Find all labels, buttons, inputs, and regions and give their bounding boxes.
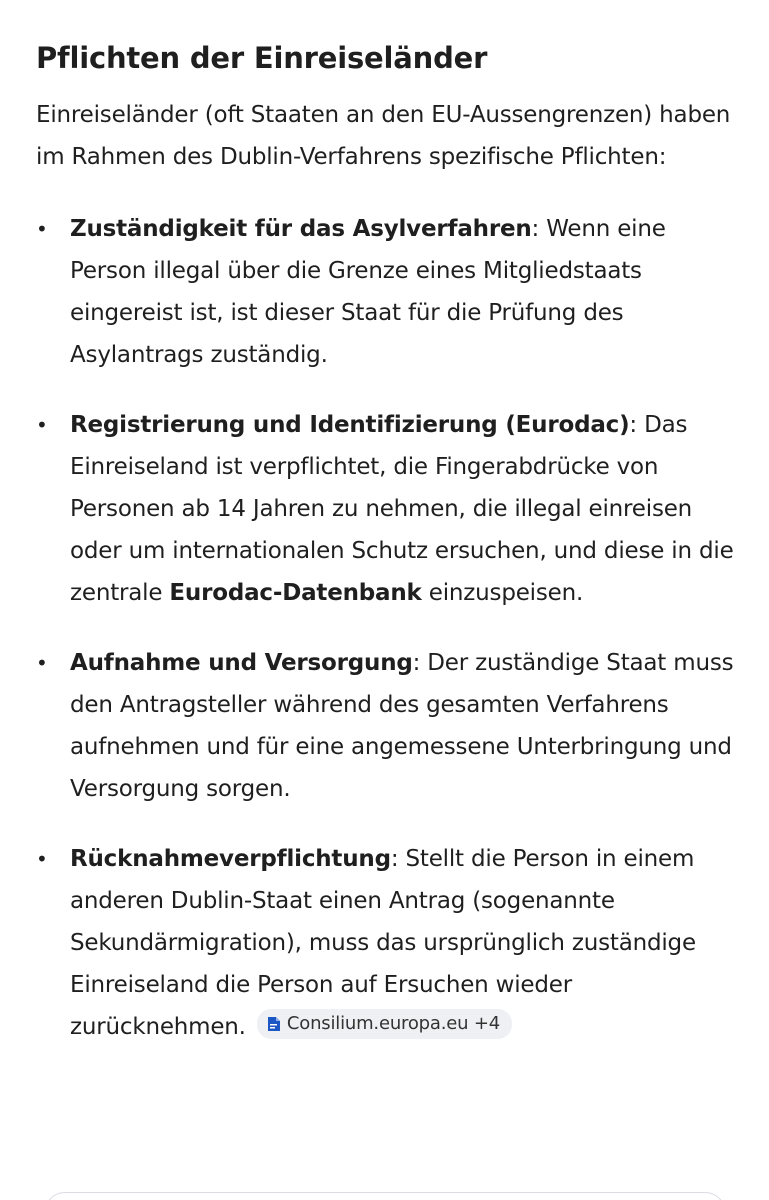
bullet: • (36, 217, 48, 241)
list-item (36, 208, 736, 376)
section-heading: Pflichten der Einreiseländer (36, 41, 488, 75)
item-term: Rücknahmeverpflichtung (70, 846, 391, 872)
source-label: Consilium.europa.eu +4 (286, 1013, 500, 1034)
list-item (36, 404, 736, 614)
item-text-end: einzuspeisen. (421, 580, 584, 606)
bullet: • (36, 651, 48, 675)
bullet: • (36, 413, 48, 437)
list-item (36, 838, 736, 1048)
item-term: Zuständigkeit für das Asylverfahren (70, 216, 532, 242)
input-bar[interactable] (44, 1192, 726, 1200)
item-text: : Wenn eine Person illegal über die Grenze eines Mitgliedstaats eingereist ist, ist dieser Staat für die Prüfung des Asylantrags zuständig. (70, 216, 666, 368)
source-chip[interactable] (257, 1009, 512, 1039)
answer-content (36, 36, 736, 1076)
bullet: • (36, 847, 48, 871)
item-term-inline: Eurodac-Datenbank (169, 580, 422, 606)
intro-paragraph: Einreiseländer (oft Staaten an den EU-Aussengrenzen) haben im Rahmen des Dublin-Verfahrens spezifische Pflichten: (36, 102, 731, 170)
item-term: Aufnahme und Versorgung (70, 650, 413, 676)
item-text: : Der zuständige Staat muss den Antragsteller während des gesamten Verfahrens aufnehmen und für eine angemessene Unterbringung und Versorgung sorgen. (70, 650, 734, 802)
item-term: Registrierung und Identifizierung (Eurodac) (70, 412, 630, 438)
list-item (36, 642, 736, 810)
item-text: : Stellt die Person in einem anderen Dublin-Staat einen Antrag (sogenannte Sekundärmigration), muss das ursprünglich zuständige Einreiseland die Person auf Ersuchen wieder zurücknehmen. (70, 846, 696, 1040)
item-text: : Das Einreiseland ist verpflichtet, die Fingerabdrücke von Personen ab 14 Jahren zu nehmen, die illegal einreisen oder um internationalen Schutz ersuchen, und diese in die zentrale (70, 412, 734, 606)
document-icon (267, 1016, 281, 1032)
obligations-list (36, 208, 736, 1048)
